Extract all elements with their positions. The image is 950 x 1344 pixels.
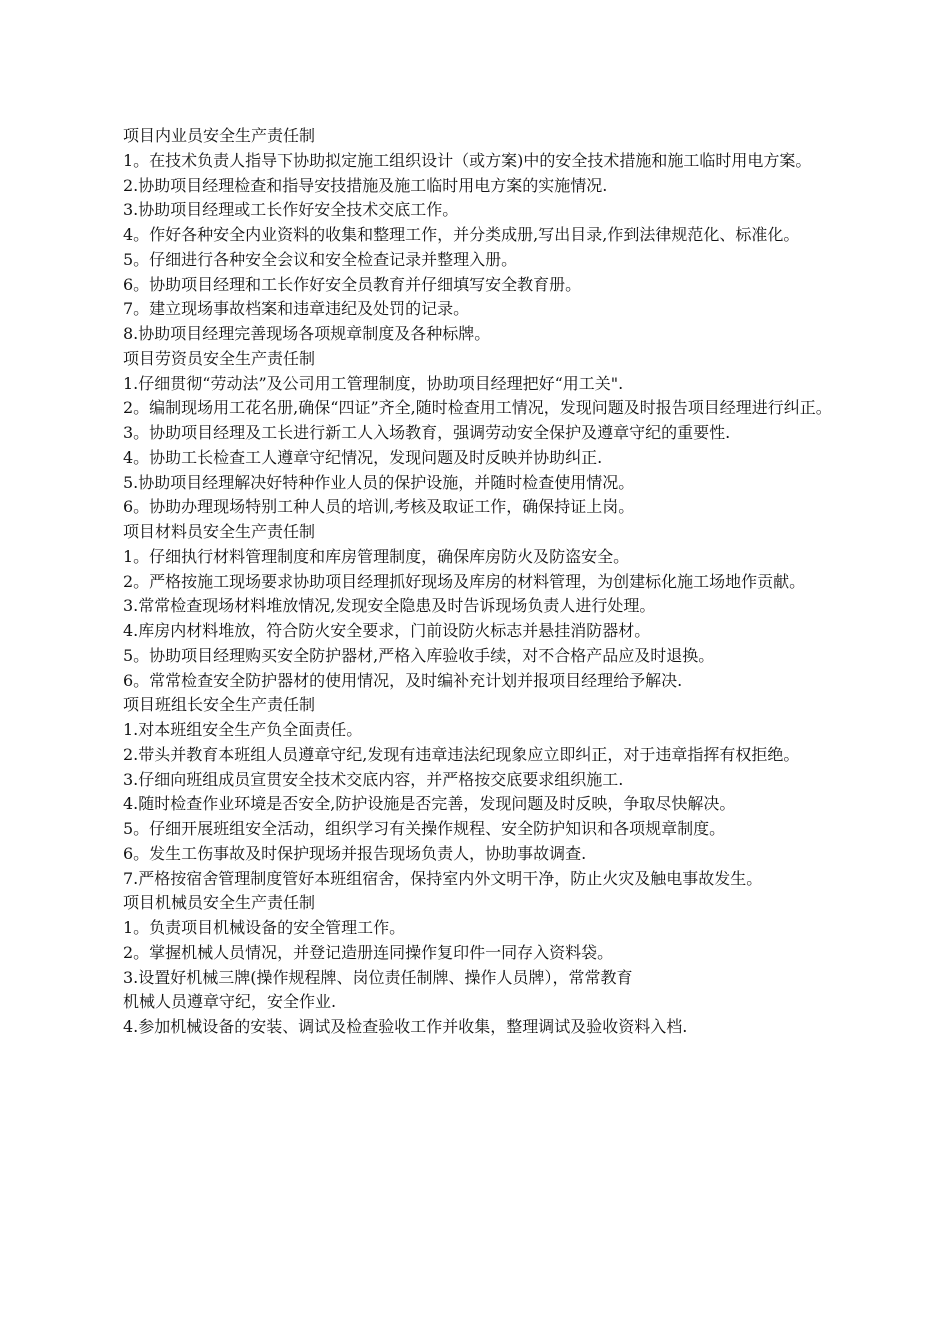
materials-item-2: 2。严格按施工现场要求协助项目经理抓好现场及库房的材料管理，为创建标化施工场地作贡献。	[123, 571, 806, 591]
materials-item-3: 3.常常检查现场材料堆放情况,发现安全隐患及时告诉现场负责人进行处理。	[123, 596, 656, 616]
clerk-item-8: 8.协助项目经理完善现场各项规章制度及各种标牌。	[123, 324, 491, 343]
labor-item-1: 1.仔细贯彻“劳动法”及公司用工管理制度，协助项目经理把好“用工关".	[123, 373, 624, 393]
section-heading-machinery: 项目机械员安全生产责任制	[123, 893, 316, 913]
team-leader-item-7: 7.严格按宿舍管理制度管好本班组宿舍，保持室内外文明干净，防止火灾及触电事故发生。	[123, 868, 763, 888]
clerk-item-7: 7。建立现场事故档案和违章违纪及处罚的记录。	[123, 299, 470, 319]
machinery-item-3: 3.设置好机械三牌(操作规程牌、岗位责任制牌、操作人员牌），常常教育	[123, 967, 633, 987]
labor-item-4: 4。协助工长检查工人遵章守纪情况，发现问题及时反映并协助纠正.	[123, 447, 603, 467]
materials-item-4: 4.库房内材料堆放，符合防火安全要求，门前设防火标志并悬挂消防器材。	[123, 621, 651, 640]
team-leader-item-5: 5。仔细开展班组安全活动，组织学习有关操作规程、安全防护知识和各项规章制度。	[123, 819, 726, 838]
labor-item-2: 2。编制现场用工花名册,确保“四证”齐全,随时检查用工情况，发现问题及时报告项目经理进行纠正。	[123, 398, 832, 418]
machinery-item-2: 2。掌握机械人员情况，并登记造册连同操作复印件一同存入资料袋。	[123, 942, 614, 962]
clerk-item-3: 3.协助项目经理或工长作好安全技术交底工作。	[123, 200, 459, 220]
team-leader-item-3: 3.仔细向班组成员宣贯安全技术交底内容，并严格按交底要求组织施工.	[123, 769, 624, 789]
clerk-item-2: 2.协助项目经理检查和指导安技措施及施工临时用电方案的实施情况.	[123, 175, 608, 195]
team-leader-item-6: 6。发生工伤事故及时保护现场并报告现场负责人，协助事故调查.	[123, 843, 587, 863]
document-body	[87, 124, 859, 1040]
section-heading-labor: 项目劳资员安全生产责任制	[123, 348, 316, 368]
machinery-item-3-continuation: 机械人员遵章守纪，安全作业.	[123, 992, 337, 1012]
materials-item-5: 5。协助项目经理购买安全防护器材,严格入库验收手续，对不合格产品应及时退换。	[123, 645, 715, 665]
labor-item-3: 3。协助项目经理及工长进行新工人入场教育，强调劳动安全保护及遵章守纪的重要性.	[123, 423, 731, 442]
machinery-item-1: 1。负责项目机械设备的安全管理工作。	[123, 918, 406, 937]
team-leader-item-1: 1.对本班组安全生产负全面责任。	[123, 720, 363, 739]
team-leader-item-4: 4.随时检查作业环境是否安全,防护设施是否完善，发现问题及时反映，争取尽快解决。	[123, 794, 736, 814]
clerk-item-1: 1。在技术负责人指导下协助拟定施工组织设计（或方案)中的安全技术措施和施工临时用电方案。	[123, 150, 812, 170]
labor-item-5: 5.协助项目经理解决好特种作业人员的保护设施，并随时检查使用情况。	[123, 472, 635, 492]
machinery-item-4: 4.参加机械设备的安装、调试及检查验收工作并收集，整理调试及验收资料入档.	[123, 1017, 688, 1036]
section-heading-materials: 项目材料员安全生产责任制	[123, 522, 316, 541]
clerk-item-4: 4。作好各种安全内业资料的收集和整理工作，并分类成册,写出目录,作到法律规范化、标准化。	[123, 225, 800, 244]
section-heading-team-leader: 项目班组长安全生产责任制	[123, 695, 316, 715]
labor-item-6: 6。协助办理现场特别工种人员的培训,考核及取证工作，确保持证上岗。	[123, 497, 635, 517]
clerk-item-6: 6。协助项目经理和工长作好安全员教育并仔细填写安全教育册。	[123, 274, 582, 294]
section-heading-clerk: 项目内业员安全生产责任制	[123, 126, 316, 145]
clerk-item-5: 5。仔细进行各种安全会议和安全检查记录并整理入册。	[123, 249, 518, 269]
team-leader-item-2: 2.带头并教育本班组人员遵章守纪,发现有违章违法纪现象应立即纠正，对于违章指挥有权拒绝。	[123, 744, 800, 764]
materials-item-6: 6。常常检查安全防护器材的使用情况，及时编补充计划并报项目经理给予解决.	[123, 670, 683, 690]
materials-item-1: 1。仔细执行材料管理制度和库房管理制度，确保库房防火及防盗安全。	[123, 546, 630, 566]
